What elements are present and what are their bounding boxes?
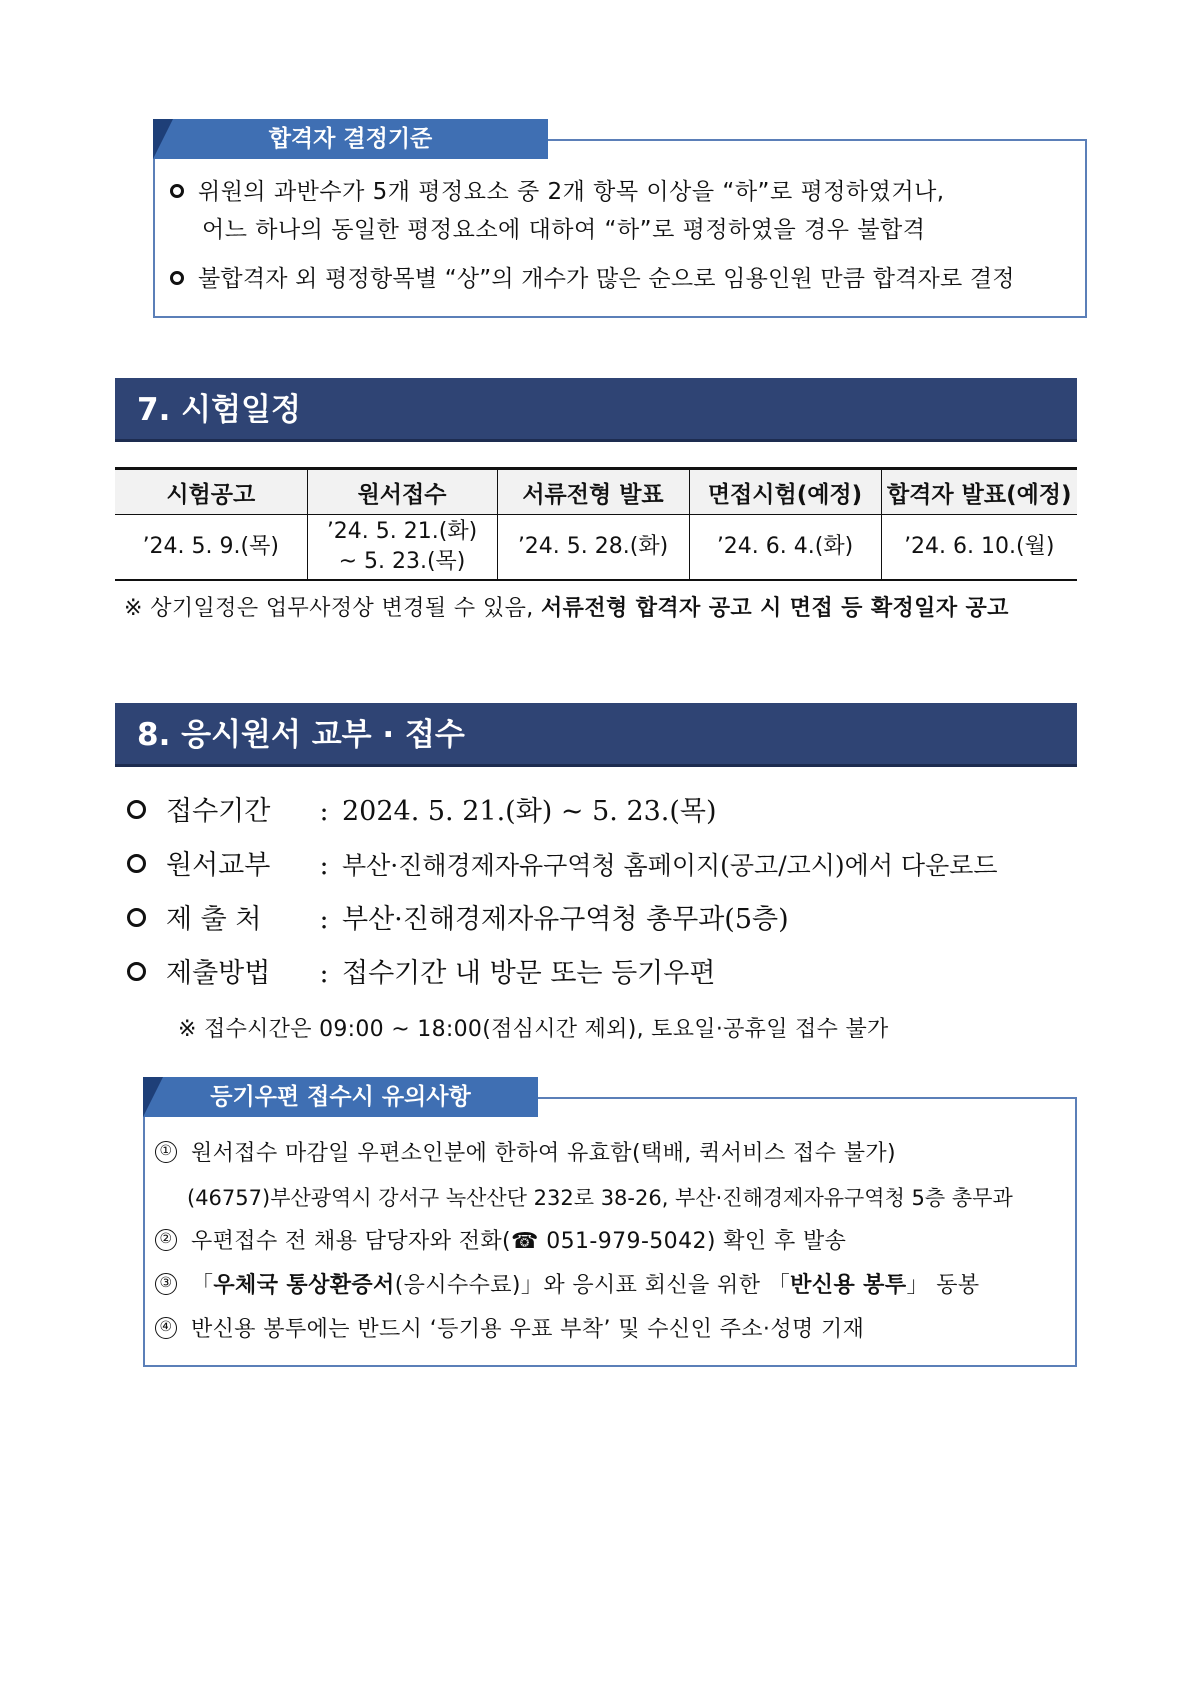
mail-address: (46757)부산광역시 강서구 녹산산단 232로 38-26, 부산·진해경제자유구역청 5층 총무과 [187, 1186, 1013, 1210]
bullet-icon [170, 271, 184, 285]
table-cell: ’24. 6. 10.(월) [881, 515, 1077, 581]
bullet-icon [127, 854, 146, 873]
criteria-tab [153, 119, 548, 159]
mail-item-1: ① 원서접수 마감일 우편소인분에 한하여 유효함(택배, 퀵서비스 접수 불가) [155, 1137, 896, 1171]
section-8-header [115, 703, 1077, 767]
cell-line: ~ 5. 23.(목) [338, 549, 466, 574]
application-row: 제출방법 : 접수기간 내 방문 또는 등기우편 [127, 954, 715, 994]
section-7-title: 7. 시험일정 [137, 392, 301, 428]
bullet-icon [127, 962, 146, 981]
bullet-icon [170, 184, 184, 198]
table-header: 서류전형 발표 [497, 469, 689, 515]
number-4: ④ [155, 1317, 177, 1339]
section-7-header [115, 378, 1077, 442]
table-cell: ’24. 5. 28.(화) [497, 515, 689, 581]
criteria-tab-title: 합격자 결정기준 [268, 126, 433, 152]
table-cell [307, 515, 497, 581]
number-2: ② [155, 1229, 177, 1251]
mail-item-3: ③ 「우체국 통상환증서(응시수수료)」와 응시표 회신을 위한 「반신용 봉투」 동봉 [155, 1269, 980, 1303]
reception-hours-note: ※ 접수시간은 09:00 ~ 18:00(점심시간 제외), 토요일·공휴일 접수 불가 [178, 1017, 889, 1042]
criteria-item-2: 불합격자 외 평정항목별 “상”의 개수가 많은 순으로 임용인원 만큼 합격자로 결정 [170, 262, 1015, 296]
application-row: 접수기간 : 2024. 5. 21.(화) ~ 5. 23.(목) [127, 792, 717, 832]
application-row: 원서교부 : 부산·진해경제자유구역청 홈페이지(공고/고시)에서 다운로드 [127, 846, 998, 886]
number-1: ① [155, 1141, 177, 1163]
mail-notice-tab-title: 등기우편 접수시 유의사항 [210, 1084, 471, 1110]
cell-line: ’24. 5. 21.(화) [326, 519, 478, 544]
application-row: 제 출 처 : 부산·진해경제자유구역청 총무과(5층) [127, 900, 789, 940]
table-cell: ’24. 6. 4.(화) [689, 515, 881, 581]
mail-notice-tab [143, 1077, 538, 1117]
bullet-icon [127, 908, 146, 927]
section-8-title: 8. 응시원서 교부 · 접수 [137, 717, 465, 753]
table-cell: ’24. 5. 9.(목) [115, 515, 307, 581]
table-header: 면접시험(예정) [689, 469, 881, 515]
number-3: ③ [155, 1273, 177, 1295]
table-header: 시험공고 [115, 469, 307, 515]
bullet-icon [127, 800, 146, 819]
table-header: 원서접수 [307, 469, 497, 515]
mail-item-4: ④ 반신용 봉투에는 반드시 ‘등기용 우표 부착’ 및 수신인 주소·성명 기재 [155, 1313, 864, 1347]
table-header: 합격자 발표(예정) [881, 469, 1077, 515]
schedule-row [115, 515, 1077, 581]
mail-item-2: ② 우편접수 전 채용 담당자와 전화(☎ 051-979-5042) 확인 후 발송 [155, 1225, 846, 1259]
criteria-item-1: 위원의 과반수가 5개 평정요소 중 2개 항목 이상을 “하”로 평정하였거나, [170, 175, 945, 209]
schedule-header-row [115, 469, 1077, 515]
schedule-note: ※ 상기일정은 업무사정상 변경될 수 있음, 서류전형 합격자 공고 시 면접 등 확정일자 공고 [124, 596, 1009, 621]
criteria-item-1-cont: 어느 하나의 동일한 평정요소에 대하여 “하”로 평정하였을 경우 불합격 [202, 217, 926, 243]
schedule-table [115, 467, 1077, 581]
